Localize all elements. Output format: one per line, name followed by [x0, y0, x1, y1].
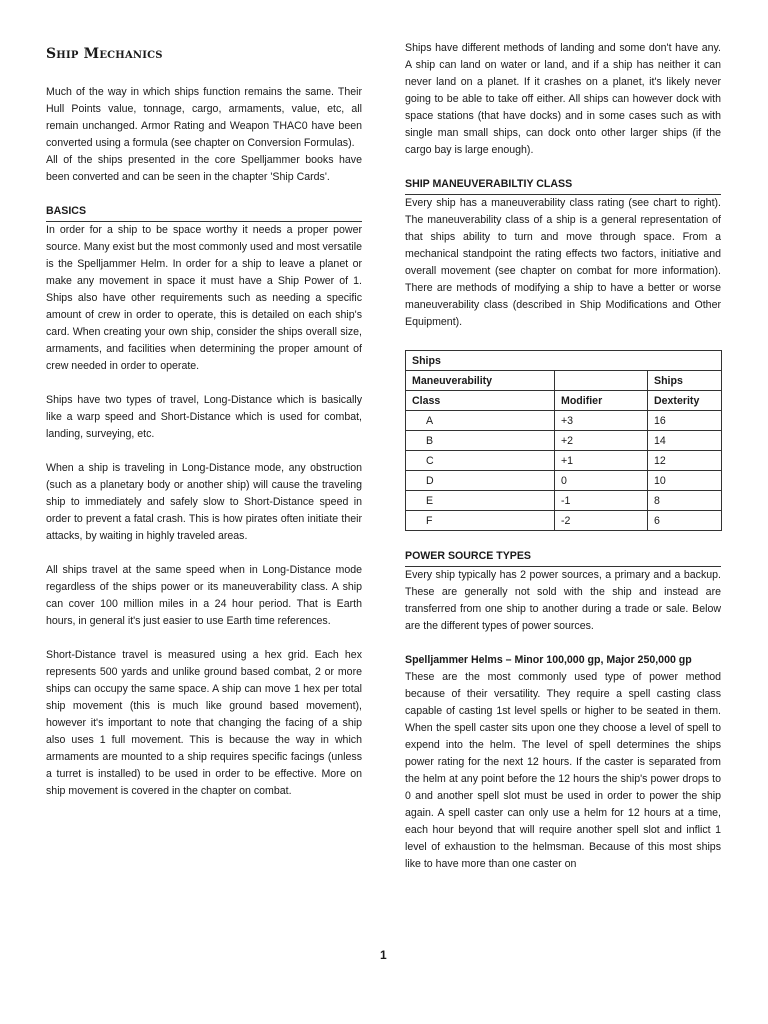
table-cell: 14	[648, 431, 722, 451]
power-source-paragraph: Every ship typically has 2 power sources, a primary and a backup. These are generally not sold with the ship and instead are transferred from one ship to another during a trade or sale. Below are the different types of power sources.	[405, 569, 721, 632]
table-cell: 16	[648, 411, 722, 431]
page-number: 1	[380, 948, 387, 962]
table-cell: +2	[555, 431, 648, 451]
table-row	[406, 491, 722, 511]
table-header-cell: Dexterity	[648, 391, 722, 411]
basics-heading: BASICS	[46, 203, 362, 222]
basics-paragraph-1: In order for a ship to be space worthy it needs a proper power source. Many exist but the most commonly used and most versatile is the Spelljammer Helm. In order for a ship to leave a planet or make any movement in space it must have a Ship Power of 1. Ships also have other requirements such as needing a specific amount of crew in order to operate, this is detailed on each ship's card. When creating your own ship, consider the ships overall size, armaments, and facilities when determining the proper amount of crew needed in order to operate.	[46, 224, 362, 372]
table-cell: A	[406, 411, 555, 431]
table-cell: 10	[648, 471, 722, 491]
table-cell: +1	[555, 451, 648, 471]
table-row	[406, 431, 722, 451]
table-cell: 6	[648, 511, 722, 531]
helms-paragraph: These are the most commonly used type of power method because of their versatility. They require a spell casting class capable of casting 1st level spells or higher to be seated in them. When the spell caster sits upon one they choose a level of spell to expend into the helm. The level of spell determines the ships power rating for the next 12 hours. If the caster is separated from the helm at any point before the 12 hours the ship's power drops to 0 and another spell slot must be used in order to power the ship again. A spell caster can only use a helm for 12 hours at a time, each hour beyond that will require another spell slot and inflict 1 level of exhaustion to the helmsman. Because of this most ships like to have more than one caster on	[405, 671, 721, 870]
table-cell: 0	[555, 471, 648, 491]
helms-subheading: Spelljammer Helms – Minor 100,000 gp, Major 250,000 gp	[405, 654, 692, 666]
table-row	[406, 511, 722, 531]
table-cell: F	[406, 511, 555, 531]
maneuverability-table	[405, 350, 722, 531]
maneuverability-paragraph: Every ship has a maneuverability class rating (see chart to right). The maneuverability class of a ship is a general representation of that ships ability to turn and move through space. From a mechanical standpoint the rating effects two factors, initiative and overall movement (see chapter on combat for more information). There are methods of modifying a ship to have a better or worse maneuverability class (described in Ship Modifications and Other Equipment).	[405, 197, 721, 328]
right-column	[405, 40, 721, 873]
table-cell: 12	[648, 451, 722, 471]
basics-paragraph-5: Short-Distance travel is measured using a hex grid. Each hex represents 500 yards and unlike ground based combat, 2 or more ships can occupy the same space. A ship can move 1 hex per total ship movement (this is much like ground based movement), however it's important to note that changing the facing of a ship also uses 1 full movement. This is because the way in which armaments are mounted to a ship requires specific facings (unless a turret is installed) to be used in order to be effective. More on ship movement is covered in the chapter on combat.	[46, 649, 362, 797]
table-cell: B	[406, 431, 555, 451]
table-row	[406, 411, 722, 431]
table-header-row	[406, 391, 722, 411]
intro-paragraph-2: All of the ships presented in the core Spelljammer books have been converted and can be seen in the chapter 'Ship Cards'.	[46, 154, 362, 183]
basics-paragraph-4: All ships travel at the same speed when in Long-Distance mode regardless of the ships power or its maneuverability class. A ship can cover 100 million miles in a 24 hour period. That is Earth hours, in general it's just easier to use Earth time references.	[46, 564, 362, 627]
page-title: Ship Mechanics	[46, 46, 163, 62]
left-column	[46, 40, 362, 800]
table-cell: -2	[555, 511, 648, 531]
table-cell: E	[406, 491, 555, 511]
table-cell: D	[406, 471, 555, 491]
power-source-heading: POWER SOURCE TYPES	[405, 548, 721, 567]
landing-paragraph: Ships have different methods of landing and some don't have any. A ship can land on water or land, and if a ship has neither it can never land on a planet. If it crashes on a planet, it's likely never going to be able to take off either. All ships can however dock with space stations (that have docks) and in some cases such as with single man small ships, can dock onto other larger ships (if the cargo bay is large enough).	[405, 42, 721, 156]
table-header-ships: Ships	[406, 351, 722, 371]
table-header-row	[406, 371, 722, 391]
table-header-cell	[555, 371, 648, 391]
table-cell: +3	[555, 411, 648, 431]
table-header-cell: Ships	[648, 371, 722, 391]
table-row	[406, 451, 722, 471]
table-cell: 8	[648, 491, 722, 511]
table-header-cell: Class	[406, 391, 555, 411]
table-row	[406, 471, 722, 491]
basics-paragraph-2: Ships have two types of travel, Long-Distance which is basically like a warp speed and Short-Distance which is used for combat, landing, surveying, etc.	[46, 394, 362, 440]
table-header-cell: Maneuverability	[406, 371, 555, 391]
table-header-cell: Modifier	[555, 391, 648, 411]
maneuverability-heading: SHIP MANEUVERABILTIY CLASS	[405, 176, 721, 195]
intro-paragraph-1: Much of the way in which ships function remains the same. Their Hull Points value, tonnage, cargo, armaments, value, etc, all remain unchanged. Armor Rating and Weapon THAC0 have been converted using a formula (see chapter on Conversion Formulas).	[46, 86, 362, 149]
basics-paragraph-3: When a ship is traveling in Long-Distance mode, any obstruction (such as a planetary body or another ship) will cause the traveling ship to immediately and safely slow to Short-Distance speed in order to prevent a fatal crash. This is how pirates often initiate their attacks, by waiting in highly traveled areas.	[46, 462, 362, 542]
table-header-row	[406, 351, 722, 371]
table-cell: C	[406, 451, 555, 471]
table-cell: -1	[555, 491, 648, 511]
